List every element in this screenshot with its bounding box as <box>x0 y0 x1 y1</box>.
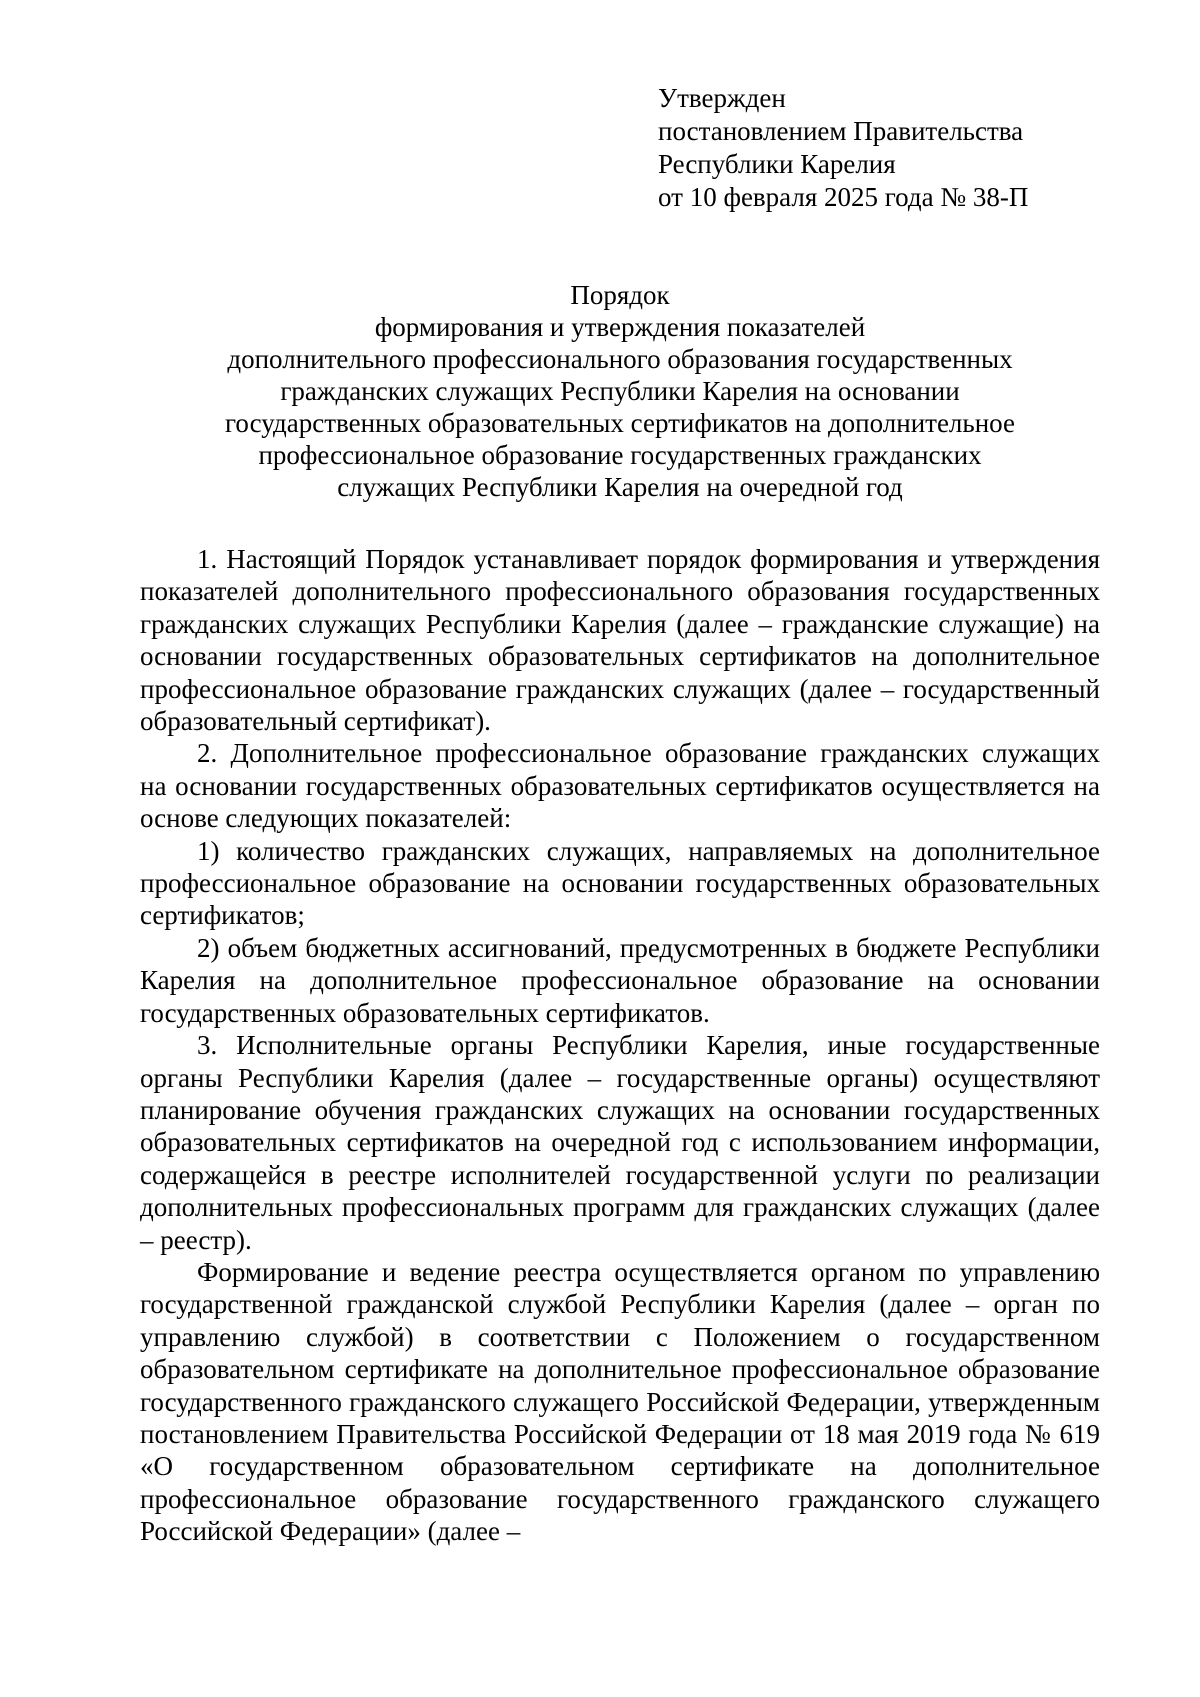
title-line: профессиональное образование государственных гражданских <box>258 440 982 470</box>
document-title <box>140 279 1100 503</box>
paragraph-2: 2. Дополнительное профессиональное образование гражданских служащих на основании государственных образовательных сертификатов осуществляется на основе следующих показателей: <box>140 738 1100 834</box>
paragraph-1: 1. Настоящий Порядок устанавливает порядок формирования и утверждения показателей дополнительного профессионального образования государственных гражданских служащих Республики Карелия (далее – гражданские служащие) на основании государственных образовательных сертификатов на дополнительное профессиональное образование гражданских служащих (далее – государственный образовательный сертификат). <box>140 544 1100 737</box>
approval-line: постановлением Правительства <box>658 116 1024 146</box>
document-body <box>140 543 1100 1548</box>
paragraph-2-item-1: 1) количество гражданских служащих, направляемых на дополнительное профессиональное образование на основании государственных образовательных сертификатов; <box>140 835 1100 931</box>
paragraph-3: 3. Исполнительные органы Республики Карелия, иные государственные органы Республики Карелия (далее – государственные органы) осуществляют планирование обучения гражданских служащих на основании государственных образовательных сертификатов на очередной год с использованием информации, содержащейся в реестре исполнителей государственной услуги по реализации дополнительных профессиональных программ для гражданских служащих (далее – реестр). <box>140 1030 1100 1255</box>
title-line: гражданских служащих Республики Карелия на основании <box>280 376 960 406</box>
title-line: формирования и утверждения показателей <box>374 312 866 342</box>
paragraph-3-continued: Формирование и ведение реестра осуществляется органом по управлению государственной гражданской службой Республики Карелия (далее – орган по управлению службой) в соответствии с Положением о государственном образовательном сертификате на дополнительное профессиональное образование государственного гражданского служащего Российской Федерации, утвержденным постановлением Правительства Российской Федерации от 18 мая 2019 года № 619 «О государственном образовательном сертификате на дополнительное профессиональное образование государственного гражданского служащего Российской Федерации» (далее – <box>140 1256 1100 1547</box>
approval-line: от 10 февраля 2025 года № 38-П <box>658 182 1029 212</box>
approval-stamp <box>658 82 1118 214</box>
title-line: дополнительного профессионального образования государственных <box>227 344 1013 374</box>
paragraph-2-item-2: 2) объем бюджетных ассигнований, предусмотренных в бюджете Республики Карелия на дополнительное профессиональное образование на основании государственных образовательных сертификатов. <box>140 932 1100 1028</box>
title-line: государственных образовательных сертификатов на дополнительное <box>225 408 1015 438</box>
approval-line: Утвержден <box>658 83 786 113</box>
title-line: Порядок <box>570 280 670 310</box>
approval-line: Республики Карелия <box>658 149 896 179</box>
title-line: служащих Республики Карелия на очередной год <box>337 472 903 502</box>
